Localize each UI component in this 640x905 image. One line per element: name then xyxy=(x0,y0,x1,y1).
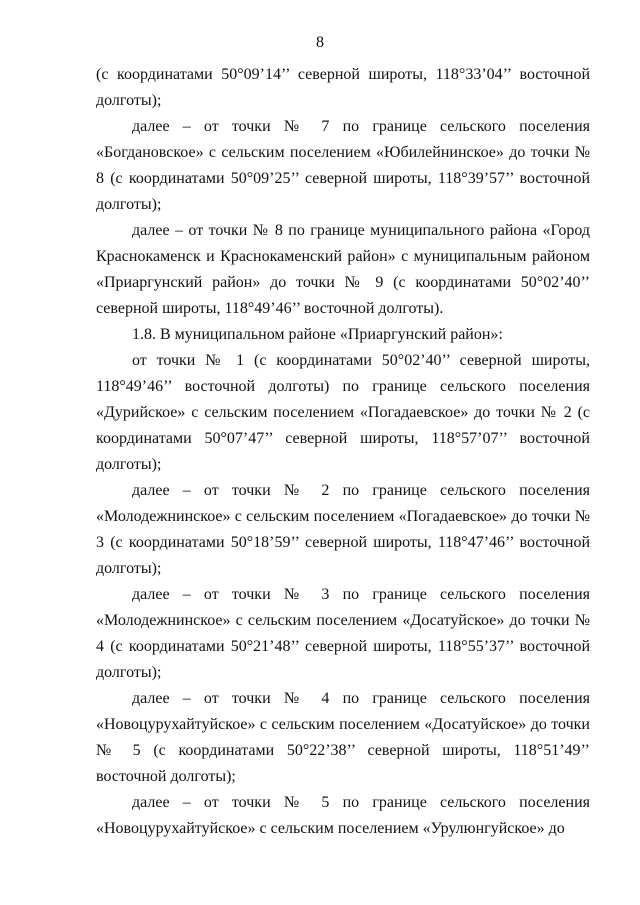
paragraph-continuation: (с координатами 50°09’14’’ северной широты, 118°33’04’’ восточной долготы); xyxy=(96,66,590,109)
document-body xyxy=(96,62,590,842)
page-number: 8 xyxy=(316,34,324,51)
paragraph-point-2-to-3: далее – от точки № 2 по границе сельского поселения «Молодежнинское» с сельским поселением «Погадаевское» до точки № 3 (с координатами 50°18’59’’ северной широты, 118°47’46’’ восточной долготы); xyxy=(96,482,590,577)
paragraph-point-5-continued: далее – от точки № 5 по границе сельского поселения «Новоцурухайтуйское» с сельским поселением «Урулюнгуйское» до xyxy=(96,794,590,837)
paragraph-point-7-to-8: далее – от точки № 7 по границе сельского поселения «Богдановское» с сельским поселением «Юбилейнинское» до точки № 8 (с координатами 50°09’25’’ северной широты, 118°39’57’’ восточной долготы); xyxy=(96,118,590,213)
paragraph-point-4-to-5: далее – от точки № 4 по границе сельского поселения «Новоцурухайтуйское» с сельским поселением «Досатуйское» до точки № 5 (с координатами 50°22’38’’ северной широты, 118°51’49’’ восточной долготы); xyxy=(96,690,590,785)
paragraph-point-1-to-2: от точки № 1 (с координатами 50°02’40’’ северной широты, 118°49’46’’ восточной долготы) по границе сельского поселения «Дурийское» с сельским поселением «Погадаевское» до точки № 2 (с координатами 50°07’47’’ северной широты, 118°57’07’’ восточной долготы); xyxy=(96,352,590,473)
paragraph-point-3-to-4: далее – от точки № 3 по границе сельского поселения «Молодежнинское» с сельским поселением «Досатуйское» до точки № 4 (с координатами 50°21’48’’ северной широты, 118°55’37’’ восточной долготы); xyxy=(96,586,590,681)
section-heading-1-8: 1.8. В муниципальном районе «Приаргунский район»: xyxy=(132,326,503,343)
paragraph-point-8-to-9: далее – от точки № 8 по границе муниципального района «Город Краснокаменск и Краснокаменский район» с муниципальным районом «Приаргунский район» до точки № 9 (с координатами 50°02’40’’ северной широты, 118°49’46’’ восточной долготы). xyxy=(96,222,590,317)
